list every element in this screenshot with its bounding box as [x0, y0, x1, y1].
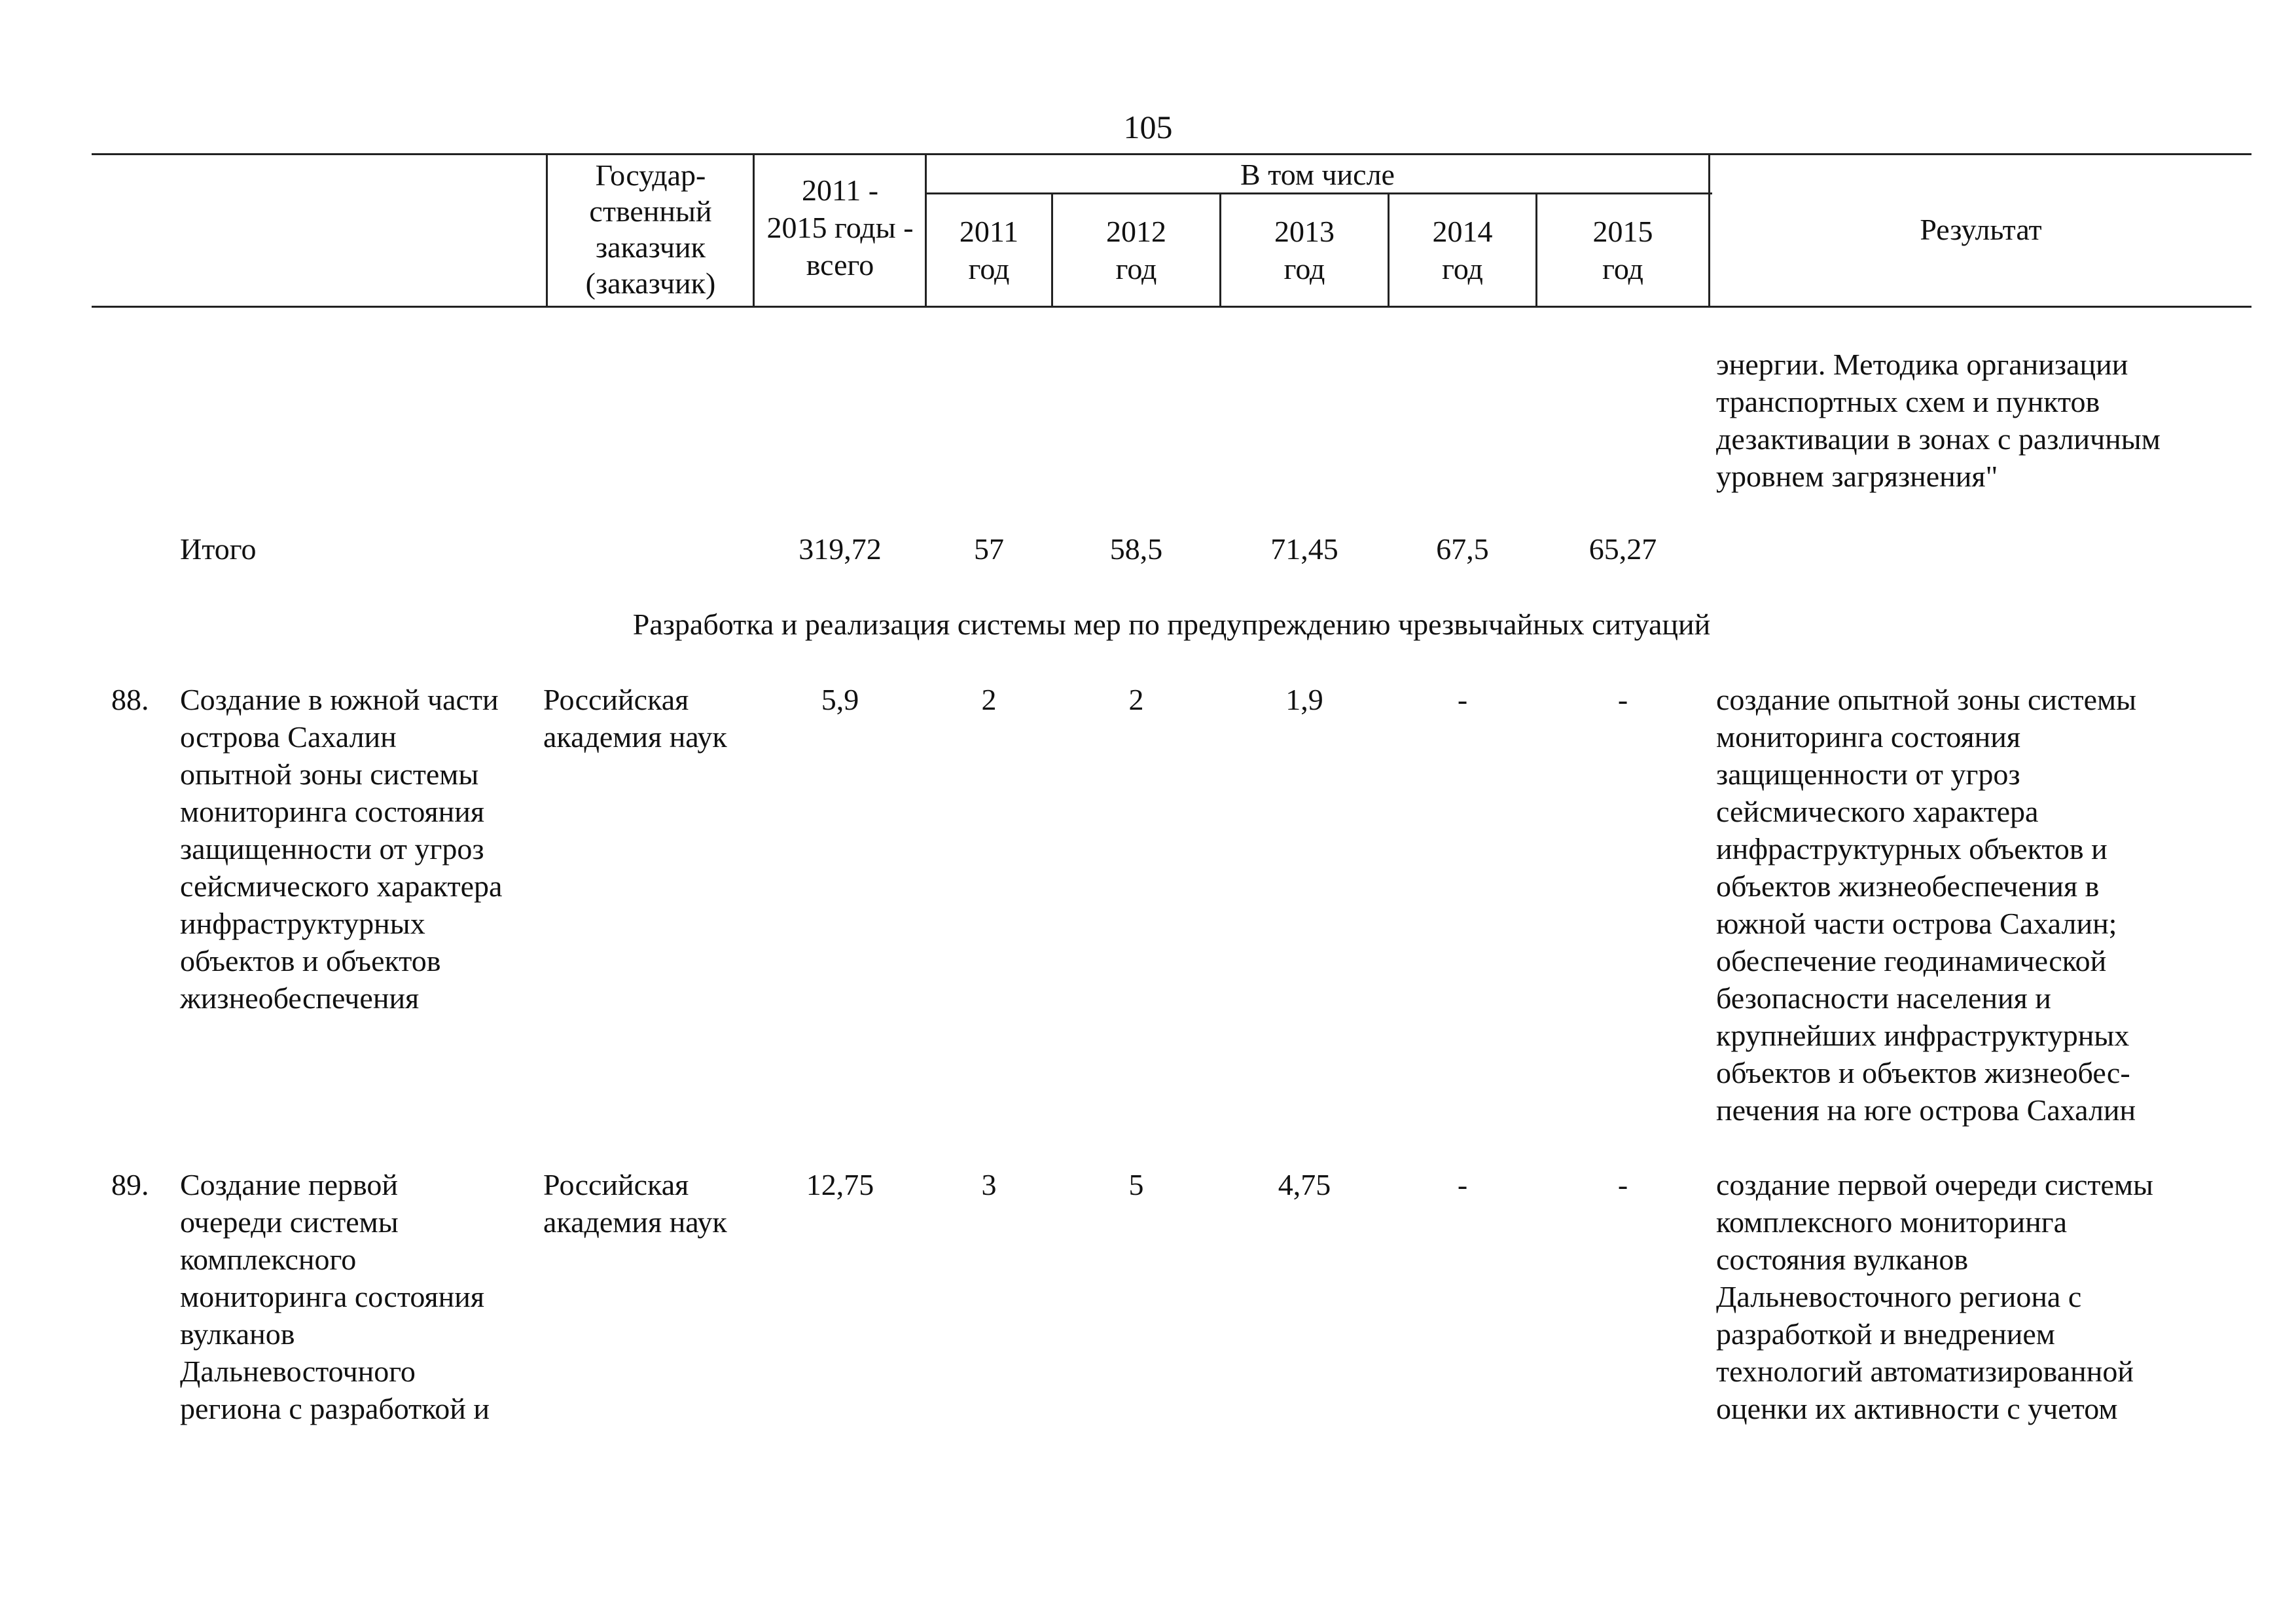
header-including: В том числе — [1240, 158, 1395, 191]
total-2013: 71,45 — [1270, 532, 1338, 566]
row-88-result: создание опытной зоны системы мониторинга состояния защищенности от угроз сейсмического характера инфраструктурных объектов и объектов жизнеобеспечения в южной части острова Сахалин; обеспечение геодинамической безопасности населения и крупнейших инфраструктурных объектов и объектов жизнеобес- печения на юге острова Сахалин — [1716, 683, 2137, 1127]
row-89-result: создание первой очереди системы комплексного мониторинга состояния вулканов Дальневосточного региона с разработкой и внедрением технологий автоматизированной оценки их активности с учетом — [1716, 1168, 2153, 1425]
header-year-2011: 2011 год — [959, 215, 1019, 285]
row-89-2015: - — [1617, 1168, 1628, 1201]
row-88-customer: Российская академия наук — [543, 683, 727, 754]
row-88-2014: - — [1457, 683, 1468, 716]
total-label: Итого — [180, 532, 257, 566]
row-88-total: 5,9 — [821, 683, 859, 716]
total-2014: 67,5 — [1436, 532, 1489, 566]
header-customer: Государ- ственный заказчик (заказчик) — [585, 158, 716, 300]
total-sum: 319,72 — [798, 532, 882, 566]
header-year-2012: 2012 год — [1106, 215, 1166, 285]
row-88-2012: 2 — [1128, 683, 1144, 716]
row-88-2013: 1,9 — [1285, 683, 1323, 716]
row-88-2015: - — [1617, 683, 1628, 716]
total-2011: 57 — [974, 532, 1004, 566]
carryover-result: энергии. Методика организации транспортных схем и пунктов дезактивации в зонах с различным уровнем загрязнения" — [1716, 348, 2161, 493]
header-year-2013: 2013 год — [1274, 215, 1335, 285]
total-2015: 65,27 — [1588, 532, 1657, 566]
row-89-2012: 5 — [1128, 1168, 1144, 1201]
section-title: Разработка и реализация системы мер по предупреждению чрезвычайных ситуаций — [632, 608, 1711, 641]
header-result: Результат — [1920, 213, 2042, 246]
row-89-name: Создание первой очереди системы комплексного мониторинга состояния вулканов Дальневосточного региона с разработкой и — [180, 1168, 490, 1425]
header-year-2015: 2015 год — [1592, 215, 1653, 285]
row-89-total: 12,75 — [806, 1168, 874, 1201]
page-number: 105 — [1123, 109, 1173, 145]
row-89-2011: 3 — [981, 1168, 997, 1201]
header-total: 2011 - 2015 годы - всего — [766, 173, 914, 282]
header-divider-2 — [753, 153, 755, 308]
header-bottom-rule — [92, 306, 2251, 308]
header-top-rule — [92, 153, 2251, 155]
row-89-2013: 4,75 — [1278, 1168, 1331, 1201]
row-89-2014: - — [1457, 1168, 1468, 1201]
row-89-number: 89. — [111, 1168, 149, 1201]
row-88-name: Создание в южной части острова Сахалин опытной зоны системы мониторинга состояния защищенности от угроз сейсмического характера инфраструктурных объектов и объектов жизнеобеспечения — [180, 683, 503, 1015]
row-89-customer: Российская академия наук — [543, 1168, 727, 1239]
header-year-2014: 2014 год — [1432, 215, 1493, 285]
row-88-number: 88. — [111, 683, 149, 716]
total-2012: 58,5 — [1109, 532, 1163, 566]
header-divider-1 — [546, 153, 548, 308]
row-88-2011: 2 — [981, 683, 997, 716]
